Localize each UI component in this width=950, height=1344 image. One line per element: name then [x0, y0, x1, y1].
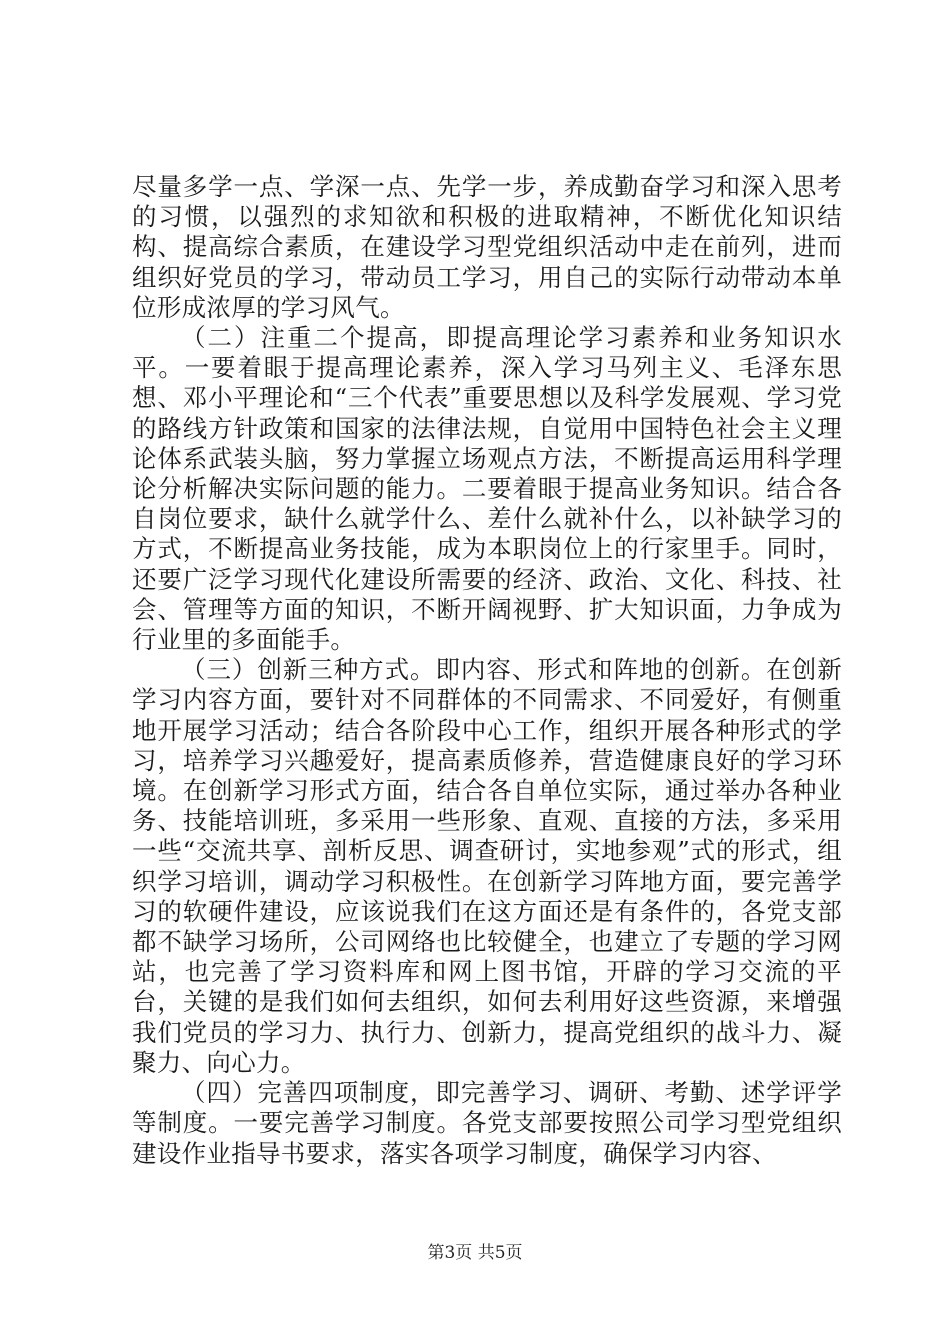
paragraph-section-three: （三）创新三种方式。即内容、形式和阵地的创新。在创新学习内容方面，要针对不同群体的不同需求、不同爱好，有侧重地开展学习活动；结合各阶段中心工作，组织开展各种形式的学习，培养学习兴趣爱好，提高素质修养，营造健康良好的学习环境。在创新学习形式方面，结合各自单位实际，通过举办各种业务、技能培训班，多采用一些形象、直观、直接的方法，多采用一些“交流共享、剖析反思、调查研讨，实地参观”式的形式，组织学习培训，调动学习积极性。在创新学习阵地方面，要完善学习的软硬件建设，应该说我们在这方面还是有条件的，各党支部都不缺学习场所，公司网络也比较健全，也建立了专题的学习网站，也完善了学习资料库和网上图书馆，开辟的学习交流的平台，关键的是我们如何去组织，如何去利用好这些资源，来增强我们党员的学习力、执行力、创新力，提高党组织的战斗力、凝聚力、向心力。 [132, 655, 842, 1077]
page-footer: 第3页 共5页 [427, 1243, 523, 1263]
paragraph-section-two: （二）注重二个提高，即提高理论学习素养和业务知识水平。一要着眼于提高理论素养，深入学习马列主义、毛泽东思想、邓小平理论和“三个代表”重要思想以及科学发展观、学习党的路线方针政策和国家的法律法规，自觉用中国特色社会主义理论体系武装头脑，努力掌握立场观点方法，不断提高运用科学理论分析解决实际问题的能力。二要着眼于提高业务知识。结合各自岗位要求，缺什么就学什么、差什么就补什么，以补缺学习的方式，不断提高业务技能，成为本职岗位上的行家里手。同时，还要广泛学习现代化建设所需要的经济、政治、文化、科技、社会、管理等方面的知识，不断开阔视野、扩大知识面，力争成为行业里的多面能手。 [132, 323, 842, 655]
document-body [132, 172, 842, 1169]
paragraph-continuation: 尽量多学一点、学深一点、先学一步，养成勤奋学习和深入思考的习惯，以强烈的求知欲和积极的进取精神，不断优化知识结构、提高综合素质，在建设学习型党组织活动中走在前列，进而组织好党员的学习，带动员工学习，用自己的实际行动带动本单位形成浓厚的学习风气。 [132, 172, 842, 322]
paragraph-section-four: （四）完善四项制度，即完善学习、调研、考勤、述学评学等制度。一要完善学习制度。各党支部要按照公司学习型党组织建设作业指导书要求，落实各项学习制度，确保学习内容、 [132, 1078, 842, 1168]
